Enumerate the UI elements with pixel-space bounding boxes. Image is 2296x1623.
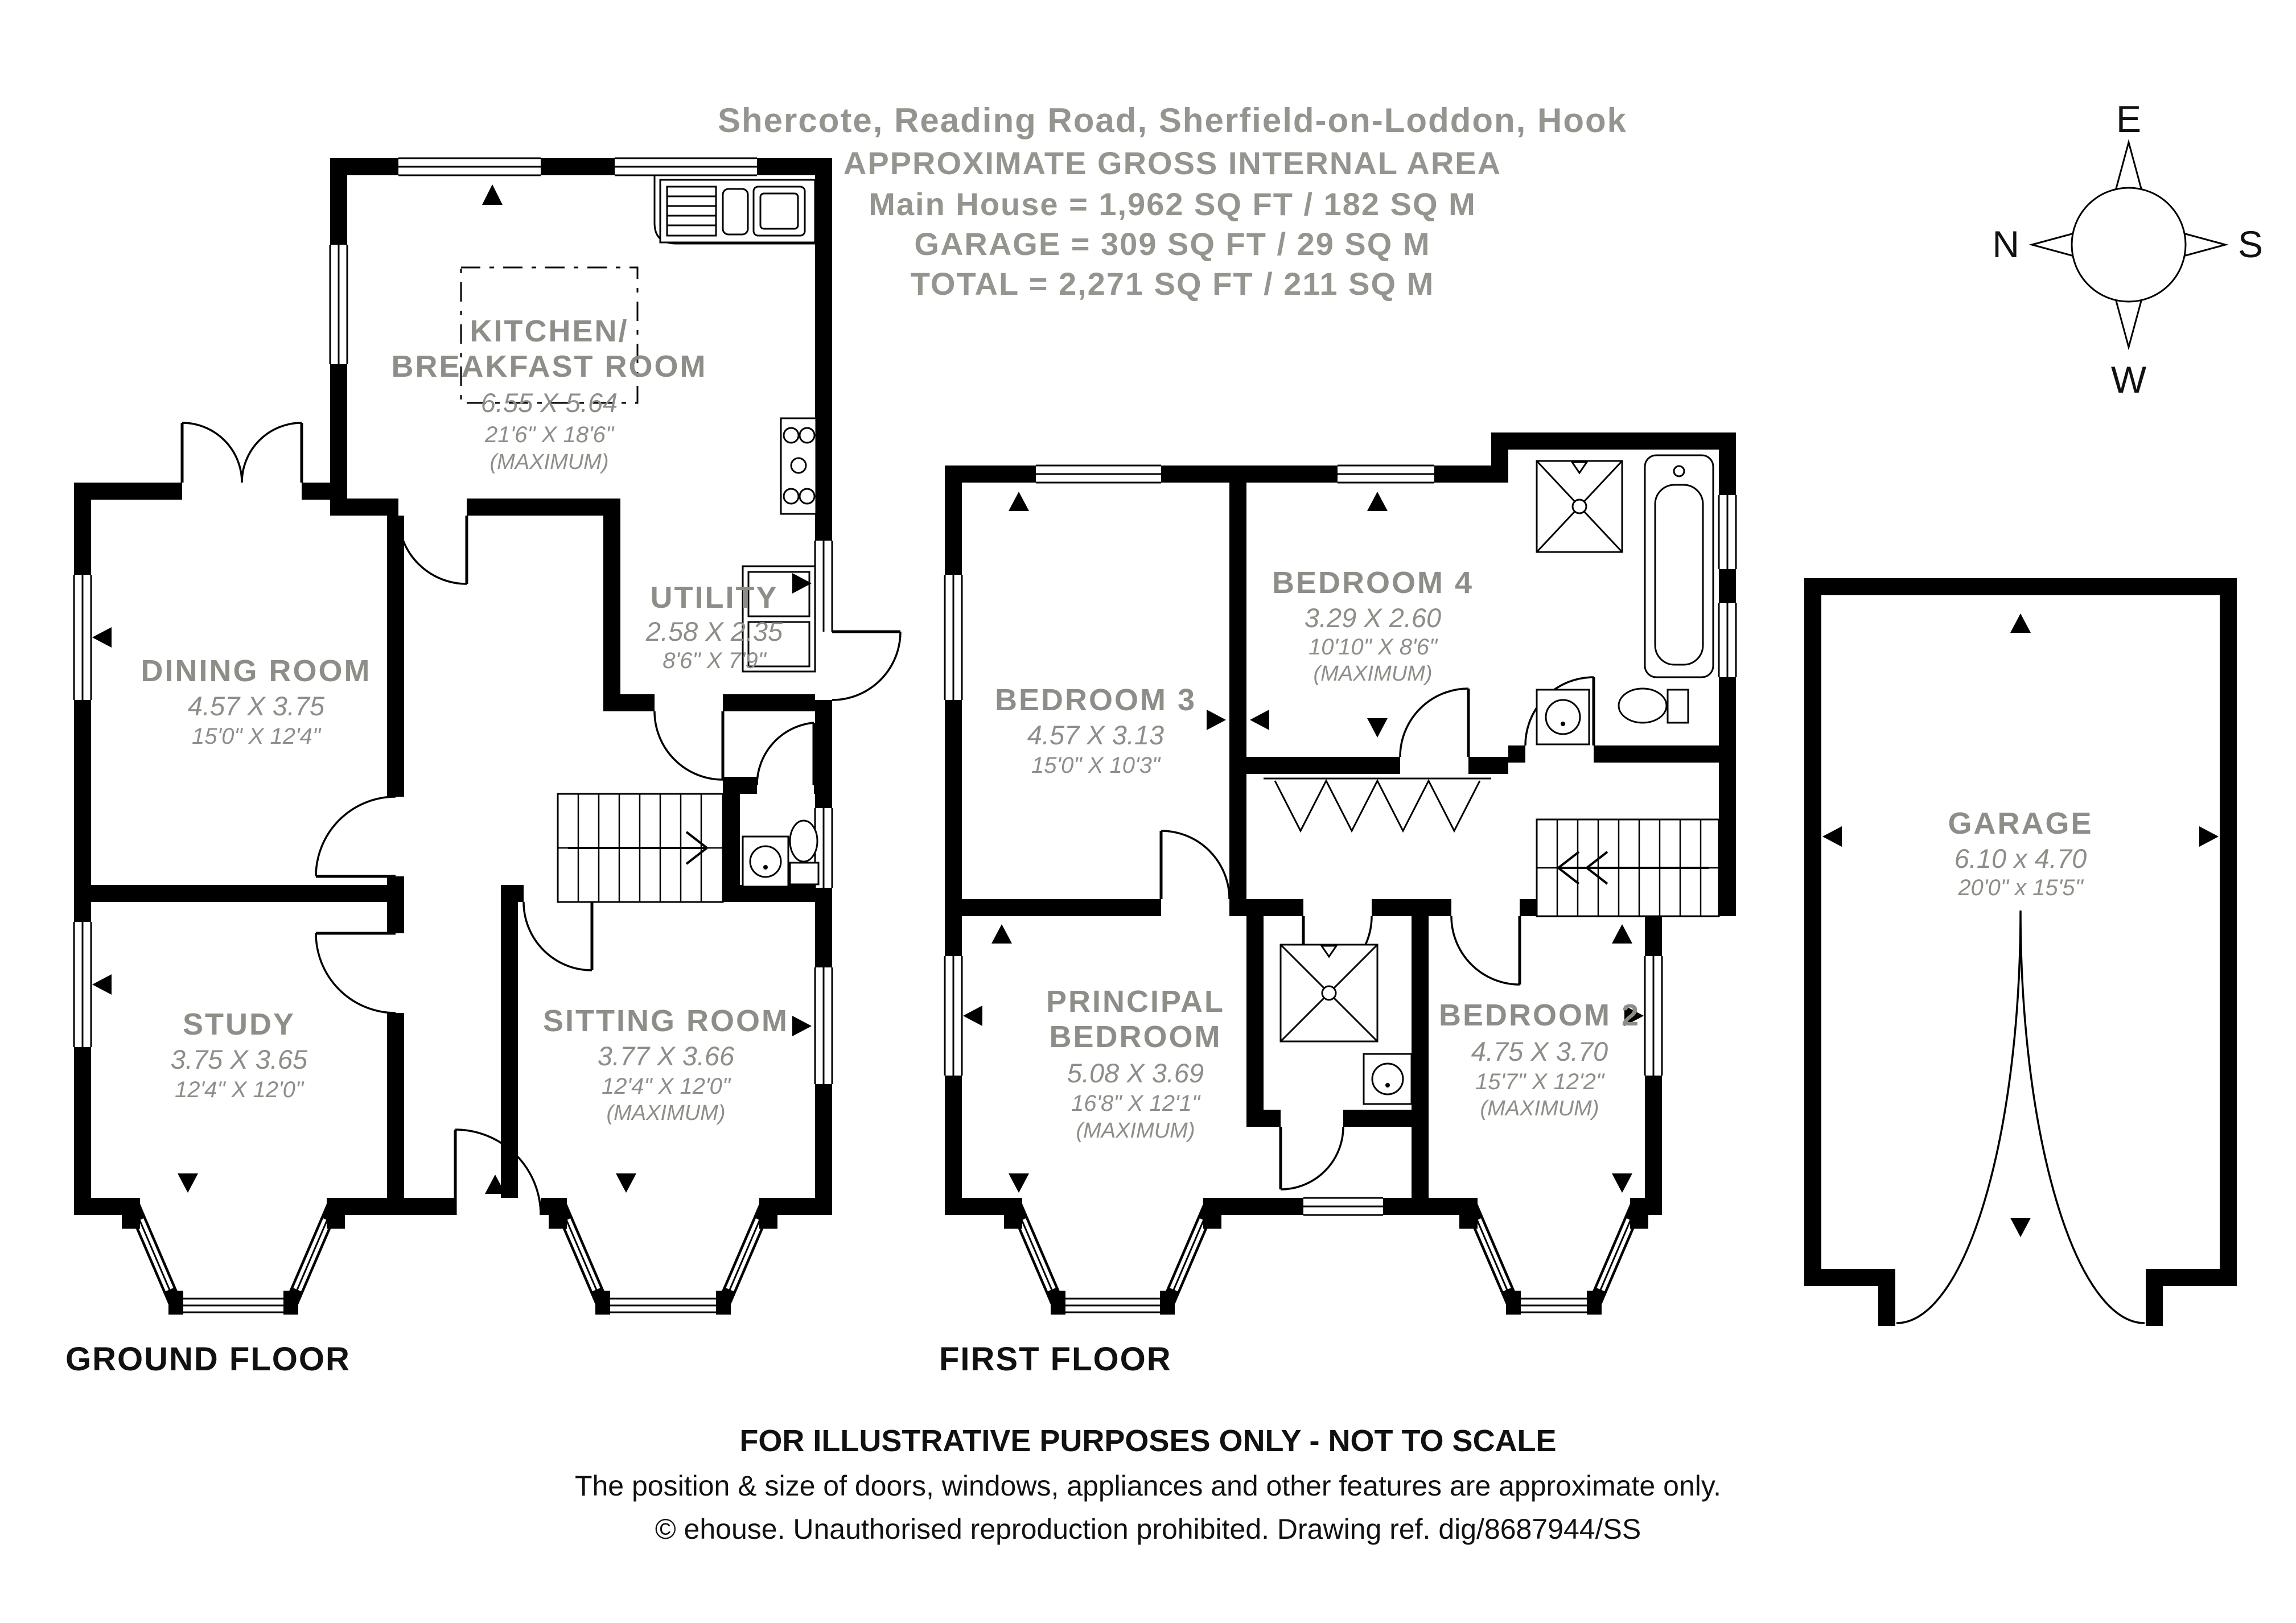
bathroom-basin-bowl [1546, 700, 1580, 734]
bedroom4-door-arc [1400, 689, 1468, 757]
wc-toilet-bowl [790, 821, 817, 862]
sitting-door-arc [524, 902, 592, 970]
first-floor-stairs [1537, 819, 1719, 916]
bedroom2-door-arc [1451, 916, 1520, 984]
ensuite-basin-bowl [1372, 1064, 1403, 1094]
ground-floor-title: GROUND FLOOR [65, 1341, 351, 1378]
bedroom2-bay-window [1459, 1198, 1648, 1315]
garage-label: GARAGE [1948, 806, 2093, 841]
sitting-metric: 3.77 X 3.66 [597, 1041, 735, 1071]
compass-s: S [2238, 223, 2264, 265]
study-door-arc [316, 933, 396, 1013]
bedroom4-note: (MAXIMUM) [1313, 662, 1433, 686]
bedroom2-label: BEDROOM 2 [1438, 998, 1641, 1032]
kitchen-label: KITCHEN/ [470, 314, 629, 348]
bedroom3-door-arc [1161, 831, 1229, 899]
sitting-imperial: 12'4" X 12'0" [601, 1074, 731, 1099]
dining-metric: 4.57 X 3.75 [187, 691, 325, 721]
ensuite-basin-drain [1385, 1083, 1390, 1088]
dining-label: DINING ROOM [141, 654, 372, 688]
compass-circle [2072, 188, 2186, 302]
french-door-arcs [182, 423, 302, 483]
total-area: TOTAL = 2,271 SQ FT / 211 SQ M [910, 266, 1435, 302]
ensuite-door-arc [1281, 1127, 1343, 1189]
bedroom2-metric: 4.75 X 3.70 [1471, 1036, 1608, 1066]
wardrobe-hanging-symbol [1264, 778, 1491, 831]
page-title: Shercote, Reading Road, Sherfield-on-Loddon, Hook [717, 101, 1628, 139]
kitchen-door-arc [398, 516, 467, 584]
principal-label-2: BEDROOM [1049, 1020, 1222, 1054]
bedroom4-metric: 3.29 X 2.60 [1304, 603, 1442, 633]
ground-floor-labels [141, 314, 789, 1125]
bath-inner [1655, 485, 1703, 665]
dining-door-arc [316, 797, 396, 876]
kitchen-sink-bowl-small [723, 189, 748, 234]
kitchen-metric: 6.55 X 5.64 [480, 388, 618, 418]
bathroom-basin-drain [1561, 722, 1565, 726]
bedroom2-imperial: 15'7" X 12'2" [1475, 1069, 1604, 1094]
first-floor-title: FIRST FLOOR [939, 1341, 1172, 1378]
kitchen-note: (MAXIMUM) [489, 450, 609, 474]
utility-label: UTILITY [650, 580, 779, 615]
sitting-note: (MAXIMUM) [606, 1101, 726, 1125]
principal-imperial: 16'8" X 12'1" [1071, 1091, 1200, 1116]
utility-imperial: 8'6" X 7'9" [663, 648, 766, 673]
kitchen-imperial: 21'6" X 18'6" [484, 422, 614, 447]
principal-label: PRINCIPAL [1046, 984, 1225, 1019]
footer-approximate-note: The position & size of doors, windows, appliances and other features are approximate only. [574, 1470, 1722, 1502]
utility-door-arc [655, 711, 723, 780]
footer-copyright: © ehouse. Unauthorised reproduction prohibited. Drawing ref. dig/8687944/SS [655, 1513, 1641, 1545]
first-floor-plan [939, 432, 1736, 1378]
study-bay-window [122, 1198, 345, 1315]
garage-metric: 6.10 x 4.70 [1954, 843, 2087, 874]
bathroom-fixtures [1537, 455, 1713, 744]
shower-drain [1573, 500, 1586, 513]
ensuite-fixtures [1281, 945, 1412, 1104]
dining-imperial: 15'0" X 12'4" [191, 724, 321, 749]
bath-drain [1674, 466, 1684, 476]
utility-metric: 2.58 X 2.35 [645, 616, 783, 646]
garage-door-arcs [1896, 911, 2145, 1323]
principal-note: (MAXIMUM) [1076, 1119, 1195, 1143]
garage-area: GARAGE = 309 SQ FT / 29 SQ M [914, 226, 1431, 262]
sitting-label: SITTING ROOM [543, 1004, 789, 1038]
bedroom4-imperial: 10'10" X 8'6" [1308, 635, 1438, 660]
bedroom3-label: BEDROOM 3 [994, 683, 1197, 717]
main-house-area: Main House = 1,962 SQ FT / 182 SQ M [869, 186, 1476, 222]
footer [575, 1424, 1721, 1545]
study-metric: 3.75 X 3.65 [170, 1044, 308, 1074]
footer-disclaimer: FOR ILLUSTRATIVE PURPOSES ONLY - NOT TO SCALE [739, 1424, 1557, 1458]
compass-n: N [1992, 223, 2019, 265]
ground-floor-plan [65, 158, 900, 1378]
wc-fixtures [743, 821, 818, 887]
wc-basin-bowl [750, 846, 781, 877]
garage-labels [1948, 806, 2093, 900]
principal-bay-window [1004, 1198, 1221, 1315]
landing-wardrobe [1264, 778, 1491, 831]
ground-floor-stairs [558, 794, 723, 902]
kitchen-sink-bowl-inner [760, 193, 798, 229]
compass-e: E [2116, 98, 2142, 140]
utility-exterior-door-arc [832, 632, 900, 700]
compass-icon [1992, 98, 2263, 401]
title-block [718, 101, 1627, 302]
kitchen-label-2: BREAKFAST ROOM [391, 349, 707, 384]
garage-plan [1804, 578, 2237, 1326]
bedroom2-note: (MAXIMUM) [1480, 1097, 1599, 1121]
bathroom-toilet-bowl [1619, 689, 1667, 723]
wc-basin-drain [763, 865, 768, 870]
kitchen-drainer [667, 187, 716, 236]
bedroom3-imperial: 15'0" X 10'3" [1031, 753, 1161, 778]
compass-w: W [2110, 359, 2147, 401]
bedroom4-label: BEDROOM 4 [1272, 566, 1474, 600]
principal-metric: 5.08 X 3.69 [1067, 1058, 1204, 1088]
wc-toilet-cistern [790, 863, 818, 884]
wc-door-arc [757, 723, 814, 785]
study-label: STUDY [182, 1007, 296, 1041]
area-title: APPROXIMATE GROSS INTERNAL AREA [843, 145, 1502, 181]
ensuite-shower-drain [1322, 986, 1336, 1000]
study-imperial: 12'4" X 12'0" [174, 1077, 304, 1102]
bedroom3-metric: 4.57 X 3.13 [1027, 720, 1165, 750]
sitting-bay-window [549, 1198, 777, 1315]
garage-imperial: 20'0" x 15'5" [1958, 875, 2083, 900]
bathroom-toilet-cistern [1668, 690, 1688, 723]
